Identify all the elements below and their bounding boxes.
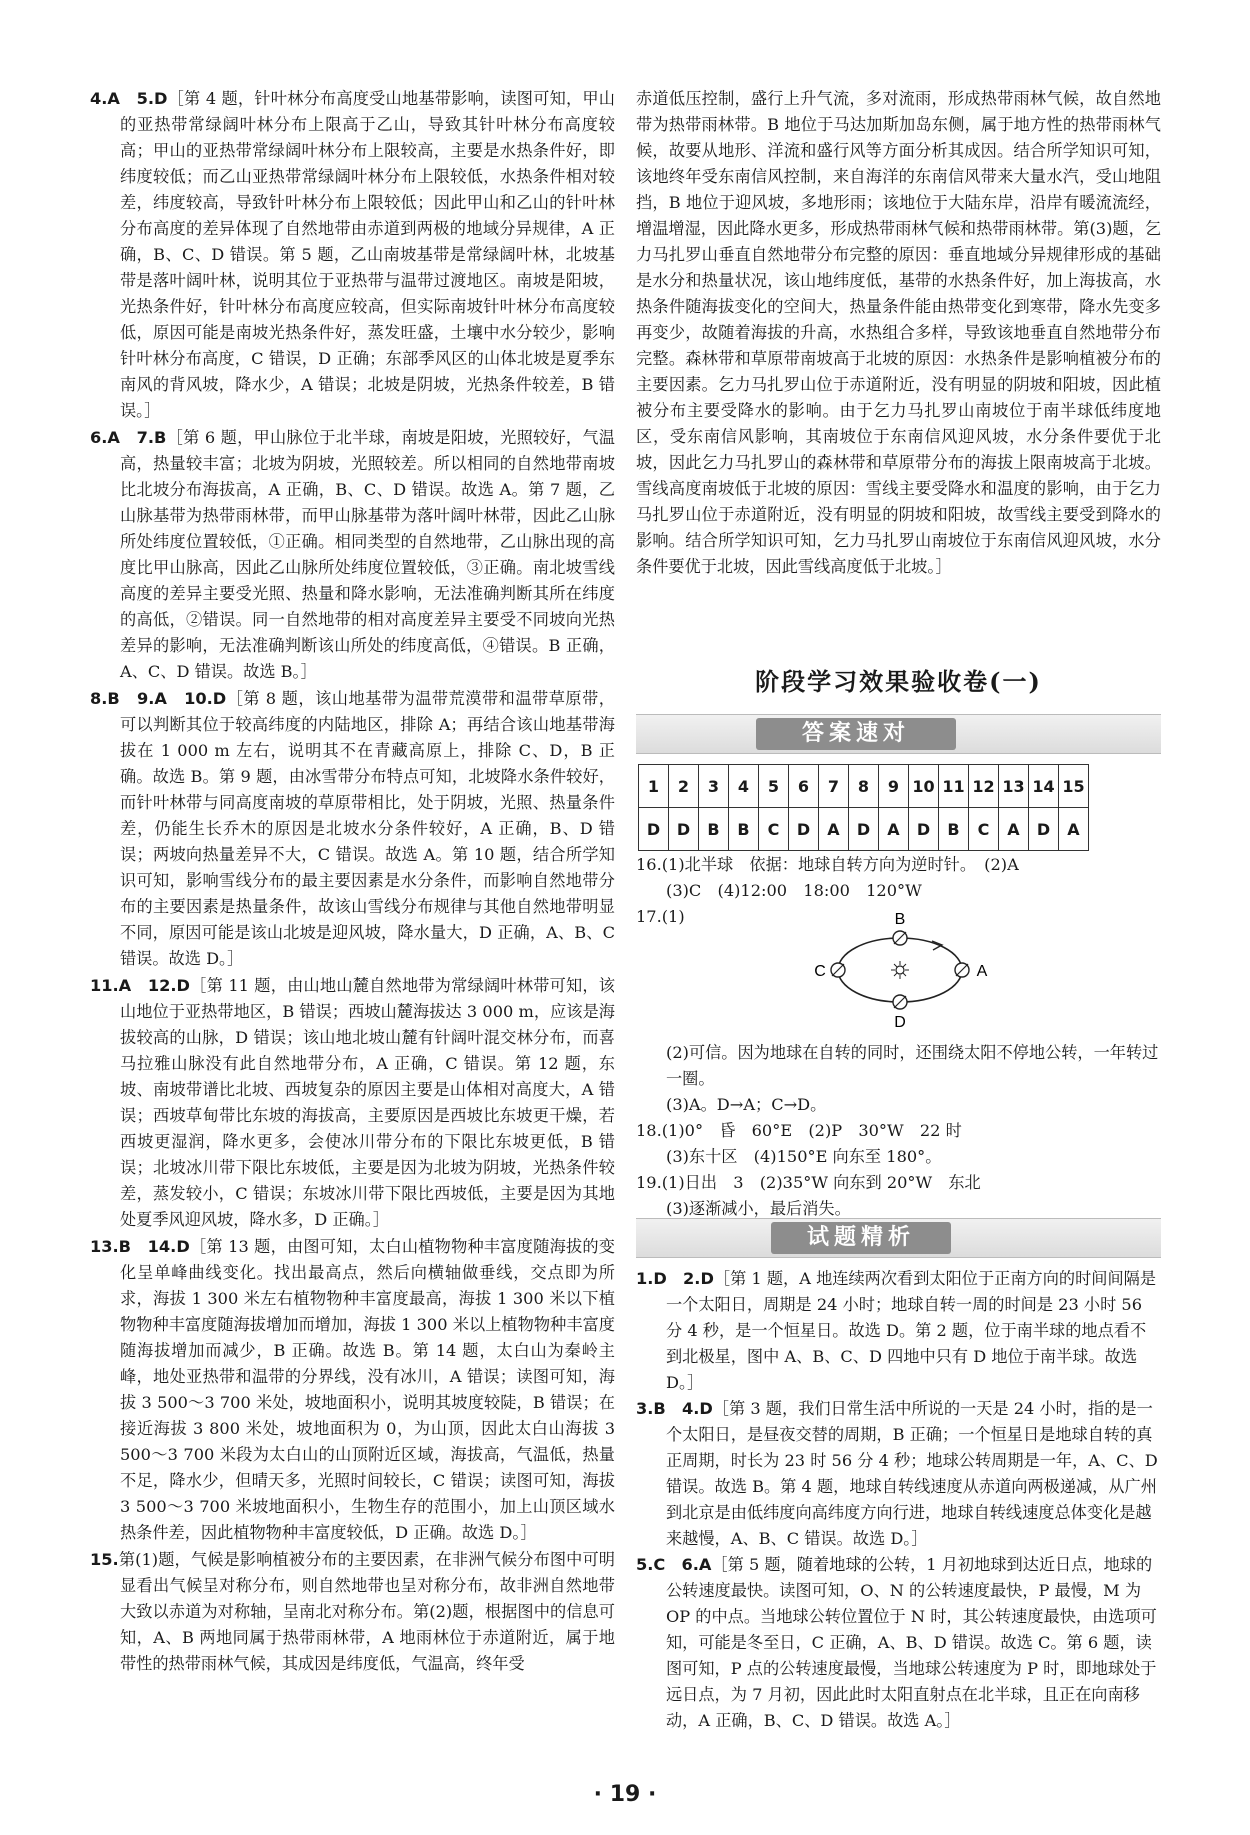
answer-table-answers [639, 808, 1089, 851]
answer-item: 4.A 5.D［第 4 题，针叶林分布高度受山地基带影响，读图可知，甲山的亚热带常绿阔叶林分布上限高于乙山，导致其针叶林分布高度较高；甲山的亚热带常绿阔叶林分布上限较高，主要是水热条件好，即纬度较低；而乙山亚热带常绿阔叶林分布上限较低，水热条件相对较差，纬度较高，导致针叶林分布上限较低；因此甲山和乙山的针叶林分布高度的差异体现了自然地带由赤道到两极的地域分异规律，A 正确，B、C、D 错误。第 5 题，乙山南坡基带是常绿阔叶林，北坡基带是落叶阔叶林，说明其位于亚热带与温带过渡地区。南坡是阳坡，光热条件好，针叶林分布高度应较高，但实际南坡针叶林分布高度较低，原因可能是南坡光热条件好，蒸发旺盛，土壤中水分较少，影响针叶林分布高度，C 错误，D 正确；东部季风区的山体北坡是夏季东南风的背风坡，降水少，A 错误；北坡是阴坡，光热条件较差，B 错误。］ [90, 89, 615, 420]
answer-continuation: 赤道低压控制，盛行上升气流，多对流雨，形成热带雨林气候，故自然地带为热带雨林带。B 地位于马达加斯加岛东侧，属于地方性的热带雨林气候，故要从地形、洋流和盛行风等方面分析其成因。结合所学知识可知，该地终年受东南信风控制，来自海洋的东南信风带来大量水汽，受山地阻挡，B 地位于迎风坡，多地形雨；该地位于大陆东岸，沿岸有暖流流经，增温增湿，因此降水更多，形成热带雨林气候和热带雨林带。第(3)题，乞力马扎罗山垂直自然地带分布完整的原因：垂直地域分异规律形成的基础是水分和热量状况，该山地纬度低，基带的水热条件好，加上海拔高，水热条件随海拔变化的空间大，热量条件能由热带变化到寒带，降水先变多再变少，故随着海拔的升高，水热组合多样，导致该地垂直自然地带分布完整。森林带和草原带南坡高于北坡的原因：水热条件是影响植被分布的主要因素。乞力马扎罗山位于赤道附近，没有明显的阴坡和阳坡，因此植被分布主要受降水的影响。由于乞力马扎罗山南坡位于南半球低纬度地区，受东南信风影响，其南坡位于东南信风迎风坡，水分条件要优于北坡，因此乞力马扎罗山的森林带和草原带分布的海拔上限南坡高于北坡。雪线高度南坡低于北坡的原因：雪线主要受降水和温度的影响，由于乞力马扎罗山位于赤道附近，没有明显的阴坡和阳坡，故雪线主要受到降水的影响。结合所学知识可知，乞力马扎罗山南坡位于东南信风迎风坡，水分条件要优于北坡，因此雪线高度低于北坡。］ [636, 89, 1161, 576]
table-cell: D [639, 808, 669, 851]
answer-line: (3)东十区 (4)150°E 向东至 180°。 [666, 1147, 942, 1166]
left-column [90, 86, 615, 1678]
answers-banner-label: 答案速对 [756, 718, 956, 750]
orbit-ellipse [838, 938, 962, 1002]
answer-item: 6.A 7.B［第 6 题，甲山脉位于北半球，南坡是阳坡，光照较好，气温高，热量较丰富；北坡为阴坡，光照较差。所以相同的自然地带南坡比北坡分布海拔高，A 正确，B、C、D 错误。故选 A。第 7 题，乙山脉基带为热带雨林带，而甲山脉基带为落叶阔叶林带，因此乙山脉所处纬度位置较低，①正确。相同类型的自然地带，乙山脉出现的高度比甲山脉高，因此乙山脉所处纬度位置较低，③正确。南北坡雪线高度的差异主要受光照、热量和降水影响，无法准确判断其所在纬度的高低，②错误。同一自然地带的相对高度差异主要受不同坡向光热差异的影响，无法准确判断该山所处的纬度高低，④错误。B 正确，A、C、D 错误。故选 B。］ [90, 428, 615, 681]
table-cell: 14 [1029, 765, 1059, 808]
table-cell: D [849, 808, 879, 851]
table-cell: 8 [849, 765, 879, 808]
right-column [636, 86, 1161, 646]
answer-item: 15.第(1)题，气候是影响植被分布的主要因素，在非洲气候分布图中可明显看出气候呈对称分布，则自然地带也呈对称分布，故非洲自然地带大致以赤道为对称轴，呈南北对称分布。第(2)题，根据图中的信息可知，A、B 两地同属于热带雨林带，A 地雨林位于赤道附近，属于地带性的热带雨林气候，其成因是纬度低，气温高，终年受 [90, 1550, 615, 1673]
analysis-block [636, 1266, 1161, 1734]
analysis-item: 5.C 6.A［第 5 题，随着地球的公转，1 月初地球到达近日点，地球的公转速度最快。读图可知，O、N 的公转速度最快，P 最慢，M 为 OP 的中点。当地球公转位置位于 N 时，其公转速度最快，由选项可知，可能是冬至日，C 正确，A、B、D 错误。故选 C。第 6 题，读图可知，P 点的公转速度最慢，当地球公转速度为 P 时，即地球处于远日点，为 7 月初，因此此时太阳直射点在北半球，且正在向南移动，A 正确，B、C、D 错误。故选 A。］ [636, 1555, 1157, 1730]
table-cell: A [1059, 808, 1089, 851]
table-cell: B [699, 808, 729, 851]
page-number: · 19 · [593, 1782, 657, 1807]
answer-item: 13.B 14.D［第 13 题，由图可知，太白山植物物种丰富度随海拔的变化呈单峰曲线变化。找出最高点，然后向横轴做垂线，交点即为所求，海拔 1 300 米左右植物物种丰富度最高，海拔 1 300 米以下植物物种丰富度随海拔增加而增加，海拔 1 300 米以上植物物种丰富度随海拔增加而减少，B 正确。故选 B。第 14 题，太白山为秦岭主峰，地处亚热带和温带的分界线，没有冰川，A 错误；读图可知，海拔 3 500～3 700 米处，坡地面积小，说明其坡度较陡，B 错误；在接近海拔 3 800 米处，坡地面积为 0，为山顶，因此太白山海拔 3 500～3 700 米段为太白山的山顶附近区域，海拔高，气温低，热量不足，降水少，但晴天多，光照时间较长，C 错误；读图可知，海拔 3 500～3 700 米坡地面积小，生物生存的范围小，加上山顶区域水热条件差，因此植物物种丰富度较低，D 正确。故选 D。］ [90, 1237, 615, 1542]
answer-item: 8.B 9.A 10.D［第 8 题，该山地基带为温带荒漠带和温带草原带，可以判断其位于较高纬度的内陆地区，排除 A；再结合该山地基带海拔在 1 000 m 左右，说明其不在青藏高原上，排除 C、D，B 正确。故选 B。第 9 题，由冰雪带分布特点可知，北坡降水条件较好，而针叶林带与同高度南坡的草原带相比，处于阴坡，光照、热量条件差，仍能生长乔木的原因是北坡水分条件较好，A 正确，B、D 错误；两坡向热量差异不大，C 错误。故选 A。第 10 题，结合所学知识可知，影响雪线分布的最主要因素是水分条件，而影响自然地带分布的主要因素是热量条件，故该山雪线分布规律与其他自然地带明显不同，原因可能是该山北坡是迎风坡，降水量大，D 正确，A、B、C 错误。故选 D。］ [90, 689, 615, 968]
table-cell: D [1029, 808, 1059, 851]
table-cell: 5 [759, 765, 789, 808]
table-cell: 10 [909, 765, 939, 808]
table-cell: B [729, 808, 759, 851]
analysis-banner [636, 1218, 1161, 1258]
answer-line: (3)A。D→A；C→D。 [666, 1095, 827, 1114]
table-cell: 15 [1059, 765, 1089, 808]
table-cell: D [789, 808, 819, 851]
table-cell: D [909, 808, 939, 851]
table-cell: A [999, 808, 1029, 851]
orbit-label-top: B [894, 911, 906, 928]
table-cell: 3 [699, 765, 729, 808]
earth-icon [955, 963, 969, 977]
answer-table [638, 764, 1089, 851]
table-cell: 6 [789, 765, 819, 808]
table-cell: D [669, 808, 699, 851]
table-cell: A [819, 808, 849, 851]
table-cell: 2 [669, 765, 699, 808]
answer-line: (3)逐渐减小，最后消失。 [666, 1199, 851, 1218]
orbit-arrow-icon [932, 941, 942, 950]
answer-line: 16.(1)北半球 依据：地球自转方向为逆时针。 (2)A [636, 855, 1019, 874]
answer-line: (2)可信。因为地球在自转的同时，还围绕太阳不停地公转，一年转过一圈。 [666, 1043, 1159, 1088]
table-cell: B [939, 808, 969, 851]
table-cell: 11 [939, 765, 969, 808]
section-title: 阶段学习效果验收卷(一) [755, 667, 1042, 696]
earth-icon [831, 963, 845, 977]
answer-line: (3)C (4)12:00 18:00 120°W [666, 881, 922, 900]
table-cell: 13 [999, 765, 1029, 808]
table-cell: C [969, 808, 999, 851]
answers-banner [636, 714, 1161, 754]
answer-line: 19.(1)日出 3 (2)35°W 向东到 20°W 东北 [636, 1173, 981, 1192]
earth-icon [893, 931, 907, 945]
table-cell: 4 [729, 765, 759, 808]
orbit-label-left: C [814, 963, 826, 980]
short-answers-2 [636, 1040, 1161, 1222]
orbit-label-bottom: D [894, 1014, 906, 1030]
orbit-diagram [800, 910, 1000, 1030]
table-cell: C [759, 808, 789, 851]
table-cell: 12 [969, 765, 999, 808]
table-cell: 1 [639, 765, 669, 808]
analysis-item: 3.B 4.D［第 3 题，我们日常生活中所说的一天是 24 小时，指的是一个太阳日，是昼夜交替的周期，B 正确；一个恒星日是地球自转的真正周期，时长为 23 时 56 分 4 秒；地球公转周期是一年，A、C、D 错误。故选 B。第 4 题，地球自转线速度从赤道向两极递减，从广州到北京是由低纬度向高纬度方向行进，地球自转线速度总体变化是越来越慢，A、B、C 错误。故选 D。］ [636, 1399, 1158, 1548]
orbit-label-right: A [976, 963, 988, 980]
table-cell: 9 [879, 765, 909, 808]
analysis-banner-label: 试题精析 [771, 1222, 951, 1254]
sun-icon [891, 961, 909, 979]
answer-line: 18.(1)0° 昏 60°E (2)P 30°W 22 时 [636, 1121, 962, 1140]
earth-icon [893, 995, 907, 1009]
analysis-item: 1.D 2.D［第 1 题，A 地连续两次看到太阳位于正南方向的时间间隔是一个太阳日，周期是 24 小时；地球自转一周的时间是 23 小时 56 分 4 秒，是一个恒星日。故选 D。第 2 题，位于南半球的地点看不到北极星，图中 A、B、C、D 四地中只有 D 地位于南半球。故选 D。］ [636, 1269, 1157, 1392]
answer-line: 17.(1) [636, 907, 685, 926]
answer-table-numbers [639, 765, 1089, 808]
table-cell: A [879, 808, 909, 851]
answer-item: 11.A 12.D［第 11 题，由山地山麓自然地带为常绿阔叶林带可知，该山地位于亚热带地区，B 错误；西坡山麓海拔达 3 000 m，应该是海拔较高的山脉，D 错误；该山地北坡山麓有针阔叶混交林分布，而喜马拉雅山脉没有此自然地带分布，A 正确，C 错误。第 12 题，东坡、南坡带谱比北坡、西坡复杂的原因主要是山体相对高度大，A 错误；西坡草甸带比东坡的海拔高，主要原因是西坡比东坡更干燥，若西坡更湿润，降水更多，会使冰川带分布的下限比东坡更低，B 错误；北坡冰川带下限比东坡低，主要是因为北坡为阴坡，光热条件较差，蒸发较小，C 错误；东坡冰川带下限比西坡低，主要是因为其地处夏季风迎风坡，降水多，D 正确。］ [90, 976, 615, 1229]
table-cell: 7 [819, 765, 849, 808]
